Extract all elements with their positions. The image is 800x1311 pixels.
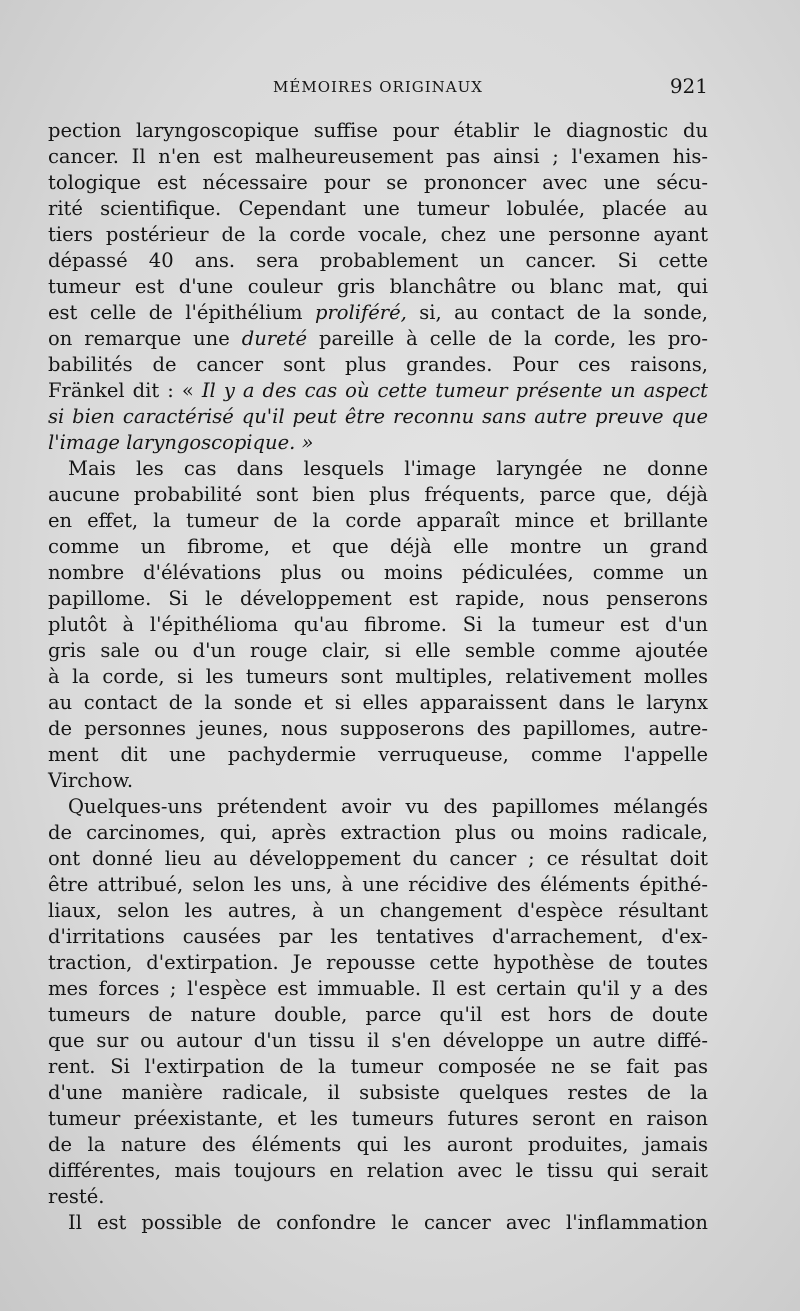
text-line: comme un fibrome, et que déjà elle montre un grand	[48, 535, 708, 558]
italic-run: dureté	[241, 327, 308, 350]
running-title: MÉMOIRES ORIGINAUX	[273, 78, 483, 96]
text-line: si bien caractérisé qu'il peut être reconnu sans autre preuve que	[48, 405, 708, 428]
text-line: papillome. Si le développement est rapide, nous penserons	[48, 587, 708, 610]
text-line: pection laryngoscopique suffise pour établir le diagnostic du	[48, 119, 708, 142]
text-run: pareille à celle de la corde, les pro-	[307, 327, 708, 350]
text-line: au contact de la sonde et si elles apparaissent dans le larynx	[48, 691, 708, 714]
text-line: tiers postérieur de la corde vocale, chez une personne ayant	[48, 223, 708, 246]
text-line: dépassé 40 ans. sera probablement un cancer. Si cette	[48, 249, 708, 272]
body-text	[48, 118, 708, 1236]
text-line: aucune probabilité sont bien plus fréquents, parce que, déjà	[48, 483, 708, 506]
text-line: resté.	[48, 1185, 105, 1208]
text-run: si, au contact de la sonde,	[406, 301, 709, 324]
text-line: de personnes jeunes, nous supposerons des papillomes, autre-	[48, 717, 708, 740]
italic-run: Il y a des cas où cette tumeur présente un aspect	[201, 379, 708, 402]
text-line: Virchow.	[48, 769, 134, 792]
text-line: rent. Si l'extirpation de la tumeur composée ne se fait pas	[48, 1055, 708, 1078]
text-line: tumeur est d'une couleur gris blanchâtre ou blanc mat, qui	[48, 275, 708, 298]
text-line: ment dit une pachydermie verruqueuse, comme l'appelle	[48, 743, 708, 766]
page-number: 921	[669, 74, 708, 98]
text-line: d'irritations causées par les tentatives d'arrachement, d'ex-	[48, 925, 708, 948]
text-line: tumeur préexistante, et les tumeurs futures seront en raison	[48, 1107, 708, 1130]
paragraph-start: Quelques-uns prétendent avoir vu des papillomes mélangés	[68, 795, 708, 818]
text-line: tumeurs de nature double, parce qu'il est hors de doute	[48, 1003, 708, 1026]
text-line: traction, d'extirpation. Je repousse cette hypothèse de toutes	[48, 951, 708, 974]
text-line: à la corde, si les tumeurs sont multiples, relativement molles	[48, 665, 708, 688]
text-line: d'une manière radicale, il subsiste quelques restes de la	[48, 1081, 708, 1104]
text-line: de carcinomes, qui, après extraction plus ou moins radicale,	[48, 821, 708, 844]
text-line: différentes, mais toujours en relation avec le tissu qui serait	[48, 1159, 708, 1182]
paragraph-start: Mais les cas dans lesquels l'image laryngée ne donne	[68, 457, 708, 480]
text-run: Fränkel dit : «	[48, 379, 194, 402]
text-line	[48, 326, 708, 352]
text-line: cancer. Il n'en est malheureusement pas ainsi ; l'examen his-	[48, 145, 708, 168]
text-line: gris sale ou d'un rouge clair, si elle semble comme ajoutée	[48, 639, 708, 662]
text-line: nombre d'élévations plus ou moins pédiculées, comme un	[48, 561, 708, 584]
text-line	[48, 300, 708, 326]
paragraph-start: Il est possible de confondre le cancer avec l'inflammation	[68, 1211, 708, 1234]
text-line: de la nature des éléments qui les auront produites, jamais	[48, 1133, 708, 1156]
running-header	[48, 74, 708, 100]
text-line: que sur ou autour d'un tissu il s'en développe un autre diffé-	[48, 1029, 708, 1052]
text-line: rité scientifique. Cependant une tumeur lobulée, placée au	[48, 197, 708, 220]
text-line: l'image laryngoscopique. »	[48, 431, 314, 454]
italic-run: proliféré,	[315, 301, 407, 324]
text-run: on remarque une	[48, 327, 230, 350]
text-run: est celle de l'épithélium	[48, 301, 303, 324]
text-line: être attribué, selon les uns, à une récidive des éléments épithé-	[48, 873, 708, 896]
text-line: tologique est nécessaire pour se prononcer avec une sécu-	[48, 171, 708, 194]
text-line: en effet, la tumeur de la corde apparaît mince et brillante	[48, 509, 708, 532]
text-line: babilités de cancer sont plus grandes. Pour ces raisons,	[48, 353, 708, 376]
text-line: mes forces ; l'espèce est immuable. Il est certain qu'il y a des	[48, 977, 708, 1000]
text-line: liaux, selon les autres, à un changement d'espèce résultant	[48, 899, 708, 922]
text-line: plutôt à l'épithélioma qu'au fibrome. Si la tumeur est d'un	[48, 613, 708, 636]
text-line	[48, 378, 708, 404]
text-line: ont donné lieu au développement du cancer ; ce résultat doit	[48, 847, 708, 870]
